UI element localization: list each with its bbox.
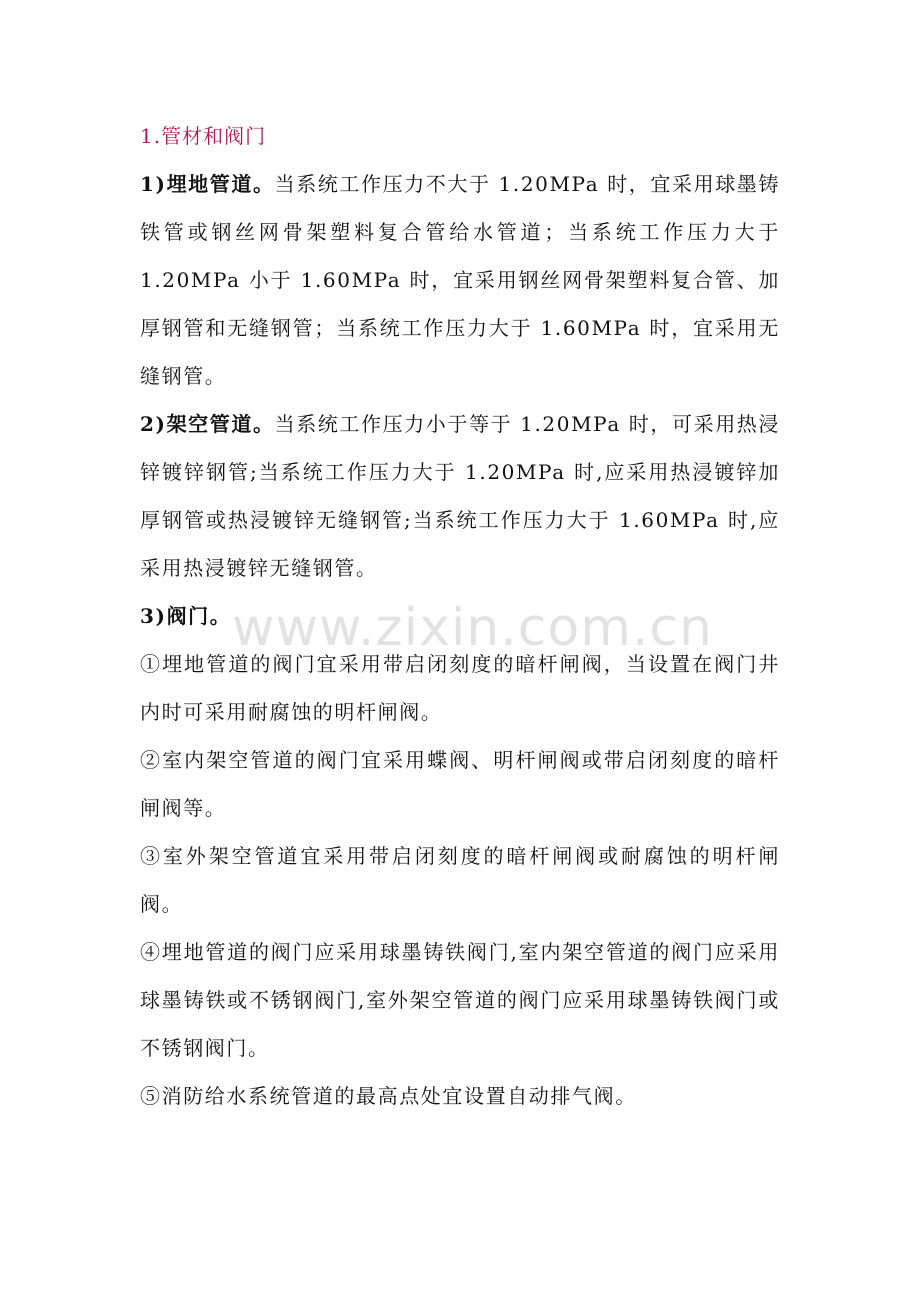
paragraph-text: ②室内架空管道的阀门宜采用蝶阀、明杆闸阀或带启闭刻度的暗杆闸阀等。 [140,748,780,820]
paragraph-lead: 3)阀门。 [140,604,232,628]
paragraph-valves [140,592,780,640]
list-item-valve-1 [140,640,780,736]
paragraph-lead: 2)架空管道。 [140,412,275,436]
list-item-valve-3 [140,832,780,928]
paragraph-lead: 1)埋地管道。 [140,172,275,196]
document-body [140,112,780,1120]
watermark: www.zixin.com.cn [232,598,713,658]
paragraph-text: ③室外架空管道宜采用带启闭刻度的暗杆闸阀或耐腐蚀的明杆闸阀。 [140,844,780,916]
list-item-valve-4 [140,928,780,1072]
section-title: 1.管材和阀门 [140,124,267,148]
list-item-valve-5 [140,1072,780,1120]
list-item-valve-2 [140,736,780,832]
paragraph-text: 当系统工作压力小于等于 1.20MPa 时，可采用热浸锌镀锌钢管;当系统工作压力大于 1.20MPa 时,应采用热浸镀锌加厚钢管或热浸镀锌无缝钢管;当系统工作压力大于 1.60MPa 时,应采用热浸镀锌无缝钢管。 [140,412,781,580]
paragraph-text: ①埋地管道的阀门宜采用带启闭刻度的暗杆闸阀，当设置在阀门井内时可采用耐腐蚀的明杆闸阀。 [140,652,780,724]
paragraph-text: ④埋地管道的阀门应采用球墨铸铁阀门,室内架空管道的阀门应采用球墨铸铁或不锈钢阀门,室外架空管道的阀门应采用球墨铸铁阀门或不锈钢阀门。 [140,940,780,1060]
paragraph-text: ⑤消防给水系统管道的最高点处宜设置自动排气阀。 [140,1084,637,1108]
paragraph-overhead-pipes [140,400,780,592]
paragraph-buried-pipes [140,160,780,400]
paragraph-text: 当系统工作压力不大于 1.20MPa 时，宜采用球墨铸铁管或钢丝网骨架塑料复合管给水管道；当系统工作压力大于 1.20MPa 小于 1.60MPa 时，宜采用钢丝网骨架塑料复合管、加厚钢管和无缝钢管；当系统工作压力大于 1.60MPa 时，宜采用无缝钢管。 [140,172,781,388]
